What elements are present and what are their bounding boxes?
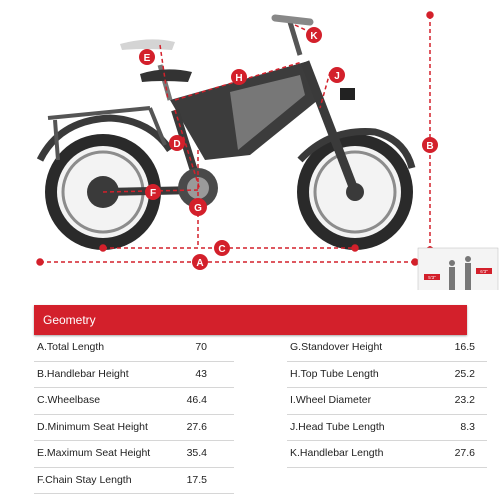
callout-d	[169, 135, 185, 151]
svg-text:J: J	[334, 71, 340, 82]
table-row	[287, 388, 487, 415]
person-scale-figure	[418, 248, 498, 290]
table-row	[287, 441, 487, 468]
row-label: H.Top Tube Length	[290, 367, 379, 380]
row-value: 43	[195, 367, 207, 380]
table-row	[34, 335, 234, 362]
callout-a	[192, 254, 208, 270]
callout-g	[189, 198, 207, 216]
row-value: 17.5	[186, 473, 207, 486]
person-label-tall: 6'3"	[480, 269, 488, 274]
row-value: 35.4	[186, 447, 207, 459]
geometry-column-left	[34, 335, 234, 494]
table-row	[34, 388, 234, 415]
row-label: K.Handlebar Length	[290, 447, 384, 459]
svg-text:E: E	[143, 53, 151, 64]
row-value: 46.4	[186, 394, 207, 406]
row-label: J.Head Tube Length	[290, 420, 385, 433]
row-label: G.Standover Height	[290, 341, 383, 353]
table-row	[34, 362, 234, 389]
row-label: D.Minimum Seat Height	[37, 420, 148, 433]
svg-text:F: F	[149, 188, 157, 199]
svg-text:A: A	[196, 258, 204, 269]
person-short	[449, 260, 455, 290]
callout-c	[214, 240, 230, 256]
callout-e	[139, 49, 155, 65]
row-label: C.Wheelbase	[37, 394, 101, 406]
row-label: F.Chain Stay Length	[37, 473, 132, 486]
row-label: A.Total Length	[37, 341, 105, 353]
table-row	[287, 415, 487, 442]
table-row	[287, 335, 487, 362]
row-value: 25.2	[454, 367, 475, 380]
geometry-title: Geometry	[43, 313, 96, 327]
geometry-column-right	[287, 335, 487, 468]
svg-text:K: K	[310, 31, 318, 42]
callout-b	[422, 137, 438, 153]
row-value: 8.3	[460, 420, 475, 433]
person-tall	[465, 256, 471, 290]
svg-text:B: B	[426, 141, 434, 152]
row-label: I.Wheel Diameter	[290, 394, 372, 406]
svg-text:H: H	[235, 73, 243, 84]
row-value: 27.6	[186, 420, 207, 433]
svg-text:C: C	[218, 244, 226, 255]
table-row	[34, 415, 234, 442]
row-value: 16.5	[454, 341, 475, 353]
table-row	[287, 362, 487, 389]
callout-f	[145, 184, 161, 200]
row-label: E.Maximum Seat Height	[37, 447, 151, 459]
row-label: B.Handlebar Height	[37, 367, 129, 380]
row-value: 70	[195, 341, 207, 353]
callout-k	[306, 27, 322, 43]
row-value: 27.6	[454, 447, 475, 459]
callout-h	[231, 69, 247, 85]
svg-text:G: G	[194, 203, 202, 214]
row-value: 23.2	[454, 394, 475, 406]
table-row	[34, 468, 234, 495]
geometry-header	[34, 305, 467, 335]
table-row	[34, 441, 234, 468]
callout-j	[329, 67, 345, 83]
person-label-short: 5'3"	[428, 275, 436, 280]
svg-text:D: D	[173, 139, 181, 150]
